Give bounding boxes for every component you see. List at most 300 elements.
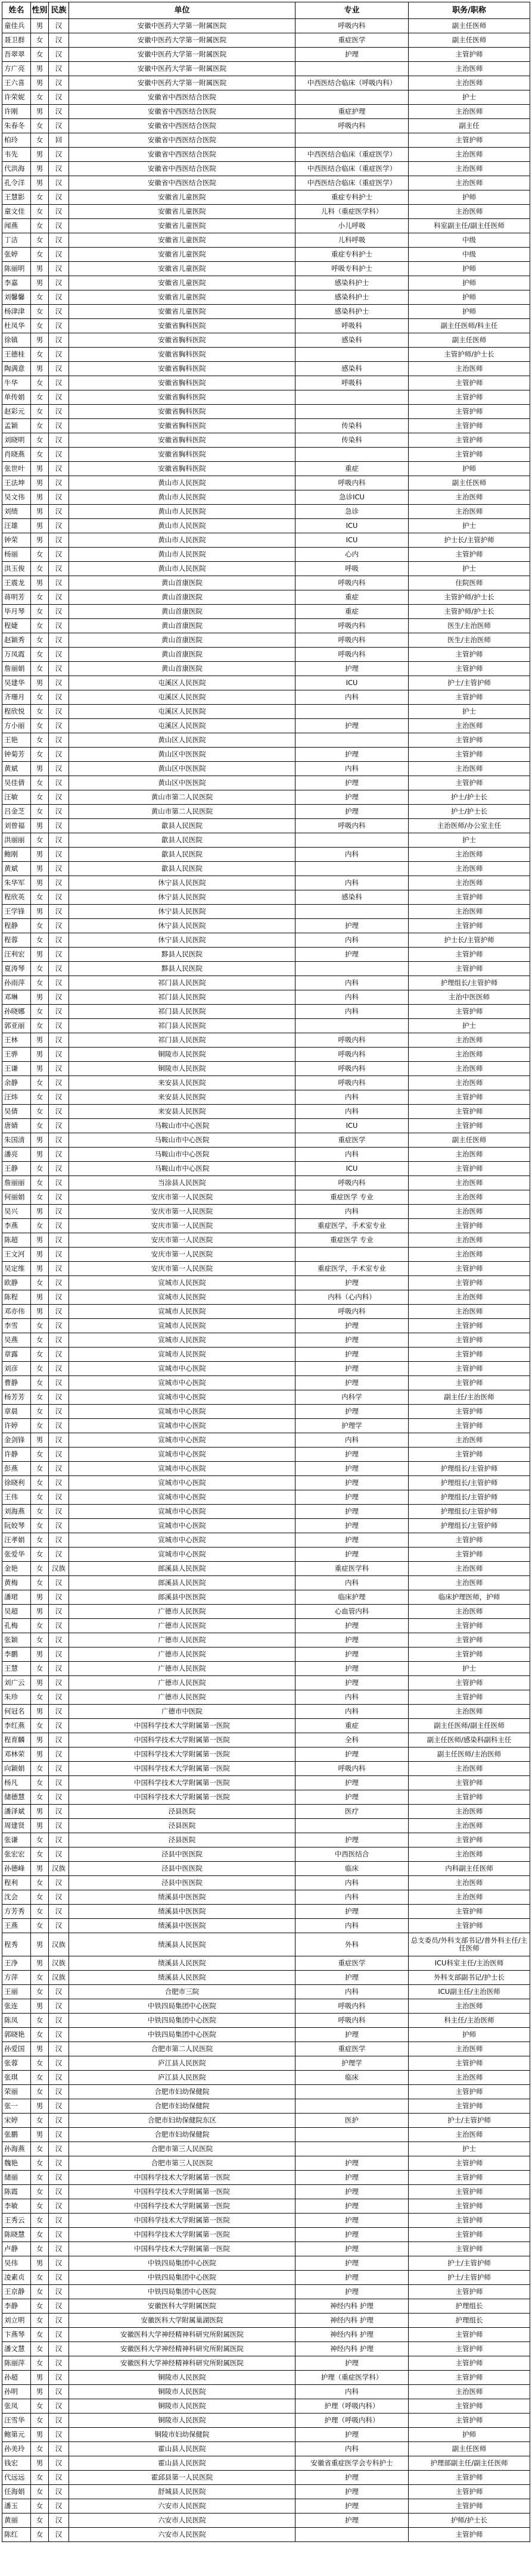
cell-unit: 安徽省儿童医院 xyxy=(69,248,295,262)
table-row xyxy=(2,1148,530,1162)
cell-ethnicity: 汉族 xyxy=(49,1862,69,1876)
table-row xyxy=(2,190,530,205)
table-row xyxy=(2,2528,530,2542)
cell-name: 吴文伟 xyxy=(2,490,31,505)
cell-title: 主管护师 xyxy=(409,1376,530,1390)
cell-unit: 祁门县人民医院 xyxy=(69,976,295,990)
cell-unit: 霍山县人民医院 xyxy=(69,2456,295,2471)
table-row xyxy=(2,262,530,276)
cell-name: 储德慧 xyxy=(2,1790,31,1805)
cell-unit: 宣城市中心医院 xyxy=(69,1490,295,1505)
cell-name: 荣丽 xyxy=(2,2085,31,2099)
cell-specialty: 重症 xyxy=(295,605,409,619)
table-row xyxy=(2,2228,530,2242)
cell-name: 汪利宏 xyxy=(2,948,31,962)
cell-ethnicity: 汉 xyxy=(49,633,69,648)
cell-specialty xyxy=(295,348,409,362)
cell-title: 副主任医师 xyxy=(409,1133,530,1148)
cell-unit: 安徽省中西医结合医院 xyxy=(69,176,295,190)
cell-gender: 男 xyxy=(31,505,49,519)
cell-name: 王伟 xyxy=(2,1490,31,1505)
cell-ethnicity: 汉 xyxy=(49,2014,69,2028)
table-row xyxy=(2,2042,530,2056)
cell-specialty xyxy=(295,733,409,748)
cell-name: 夏涛琴 xyxy=(2,962,31,976)
cell-specialty: 护理 xyxy=(295,1376,409,1390)
cell-title: 主管护师 xyxy=(409,733,530,748)
table-row xyxy=(2,376,530,390)
table-row xyxy=(2,705,530,719)
cell-specialty: 护理 xyxy=(295,1405,409,1419)
cell-title: 主管护师 xyxy=(409,890,530,905)
table-row xyxy=(2,2185,530,2199)
cell-name: 沈会 xyxy=(2,1890,31,1905)
cell-gender: 女 xyxy=(31,1971,49,1985)
cell-gender: 女 xyxy=(31,1833,49,1847)
cell-name: 王净 xyxy=(2,1956,31,1971)
table-row xyxy=(2,1133,530,1148)
cell-title: 护士 xyxy=(409,519,530,533)
cell-name: 韦先 xyxy=(2,148,31,162)
cell-ethnicity: 汉 xyxy=(49,1790,69,1805)
cell-title: 副主任医师 xyxy=(409,2442,530,2456)
cell-title: 主管护师/护士长 xyxy=(409,590,530,605)
table-row xyxy=(2,2014,530,2028)
cell-gender: 女 xyxy=(31,976,49,990)
table-row xyxy=(2,2114,530,2128)
cell-ethnicity: 汉 xyxy=(49,2485,69,2499)
cell-unit: 黄山首康医院 xyxy=(69,648,295,662)
cell-title: 临床护理医师，护师 xyxy=(409,1590,530,1605)
cell-specialty: 护理 xyxy=(295,1833,409,1847)
cell-unit: 中国科学技术大学附属第一医院 xyxy=(69,1790,295,1805)
cell-title: 护师 xyxy=(409,190,530,205)
cell-title: 护士 xyxy=(409,1662,530,1676)
cell-title: 副主任医师/感染科副科主任 xyxy=(409,1733,530,1747)
cell-name: 王燕 xyxy=(2,1919,31,1933)
cell-unit: 歙县人民医院 xyxy=(69,833,295,848)
cell-gender: 女 xyxy=(31,662,49,676)
cell-specialty: 内科学 xyxy=(295,1390,409,1405)
cell-specialty: 重症 xyxy=(295,1719,409,1733)
cell-title: 主管护师 xyxy=(409,1105,530,1119)
cell-title: 主管护师 xyxy=(409,748,530,762)
table-row xyxy=(2,1647,530,1662)
cell-ethnicity: 汉 xyxy=(49,1262,69,1276)
cell-unit: 当涂县人民医院 xyxy=(69,1176,295,1190)
cell-gender: 女 xyxy=(31,1090,49,1105)
cell-name: 陶满意 xyxy=(2,362,31,376)
cell-title: 主治医师 xyxy=(409,2385,530,2399)
cell-unit: 安徽省儿童医院 xyxy=(69,276,295,290)
cell-name: 朱国清 xyxy=(2,1133,31,1148)
cell-unit: 安徽省胸科医院 xyxy=(69,376,295,390)
table-row xyxy=(2,533,530,548)
cell-name: 代远远 xyxy=(2,2471,31,2485)
cell-gender: 女 xyxy=(31,733,49,748)
cell-title: 主治医师 xyxy=(409,905,530,919)
cell-specialty: 内科 xyxy=(295,2385,409,2399)
cell-unit: 广德市人民医院 xyxy=(69,1605,295,1619)
cell-ethnicity: 汉 xyxy=(49,433,69,448)
cell-specialty: 呼吸内科 xyxy=(295,476,409,490)
cell-gender: 女 xyxy=(31,1405,49,1419)
cell-title: 主治中医医师 xyxy=(409,990,530,1005)
cell-specialty: 中西医结合临床（重症医学） xyxy=(295,148,409,162)
cell-gender: 女 xyxy=(31,133,49,148)
cell-ethnicity: 汉 xyxy=(49,1419,69,1433)
cell-unit: 歙县人民医院 xyxy=(69,862,295,876)
cell-gender: 男 xyxy=(31,1033,49,1048)
cell-gender: 女 xyxy=(31,605,49,619)
cell-specialty: 呼吸内科 xyxy=(295,1999,409,2014)
cell-name: 魏艳 xyxy=(2,2156,31,2171)
cell-name: 卞燕琴 xyxy=(2,2328,31,2342)
cell-name: 郭亚丽 xyxy=(2,1019,31,1033)
cell-title: 主管护师 xyxy=(409,962,530,976)
cell-specialty: 内科 xyxy=(295,1876,409,1890)
table-row xyxy=(2,2442,530,2456)
cell-title: 主管护师 xyxy=(409,2056,530,2071)
cell-unit: 宣城市中心医院 xyxy=(69,1376,295,1390)
table-row xyxy=(2,1605,530,1619)
cell-gender: 女 xyxy=(31,2271,49,2285)
cell-title: 主管护师 xyxy=(409,2228,530,2242)
cell-gender: 女 xyxy=(31,248,49,262)
cell-gender: 女 xyxy=(31,2314,49,2328)
cell-gender: 女 xyxy=(31,1362,49,1376)
cell-name: 陈凤 xyxy=(2,2014,31,2028)
cell-ethnicity: 汉 xyxy=(49,762,69,776)
cell-title: 科室副主任/副主任医师 xyxy=(409,219,530,233)
cell-specialty: 护理 xyxy=(295,2428,409,2442)
cell-gender: 女 xyxy=(31,719,49,733)
cell-unit: 合肥市妇幼保健院 xyxy=(69,2128,295,2142)
cell-title: 护士 xyxy=(409,705,530,719)
cell-ethnicity: 汉 xyxy=(49,2499,69,2514)
cell-specialty: 护理学 xyxy=(295,2056,409,2071)
cell-name: 刘曾福 xyxy=(2,819,31,833)
cell-title: 护师 xyxy=(409,2428,530,2442)
cell-name: 金艳 xyxy=(2,1562,31,1576)
cell-name: 詹丽娟 xyxy=(2,662,31,676)
cell-specialty: 护理 xyxy=(295,1790,409,1805)
cell-name: 方广亮 xyxy=(2,62,31,76)
table-row xyxy=(2,2199,530,2214)
table-row xyxy=(2,1747,530,1762)
table-row xyxy=(2,2514,530,2528)
cell-gender: 男 xyxy=(31,1133,49,1148)
table-row xyxy=(2,2499,530,2514)
cell-ethnicity: 汉 xyxy=(49,76,69,90)
cell-ethnicity: 汉 xyxy=(49,2242,69,2256)
cell-specialty: 传染科 xyxy=(295,419,409,433)
cell-gender: 女 xyxy=(31,219,49,233)
cell-gender: 女 xyxy=(31,1985,49,1999)
cell-gender: 女 xyxy=(31,1662,49,1676)
cell-unit: 中国科学技术大学附属第一医院 xyxy=(69,2242,295,2256)
cell-ethnicity: 汉 xyxy=(49,519,69,533)
table-row xyxy=(2,690,530,705)
cell-gender: 女 xyxy=(31,2442,49,2456)
table-row xyxy=(2,1590,530,1605)
table-row xyxy=(2,1690,530,1705)
cell-gender: 男 xyxy=(31,1733,49,1747)
cell-title: 护师/护士长 xyxy=(409,2514,530,2528)
cell-title: 主治医师 xyxy=(409,1233,530,1248)
cell-title: 主管护师 xyxy=(409,1919,530,1933)
cell-gender: 男 xyxy=(31,2256,49,2271)
cell-unit: 安徽中医药大学第一附属医院 xyxy=(69,62,295,76)
cell-title: 主管护师 xyxy=(409,2099,530,2114)
cell-gender: 男 xyxy=(31,862,49,876)
cell-ethnicity: 汉 xyxy=(49,2285,69,2299)
cell-specialty xyxy=(295,2528,409,2542)
cell-name: 张世叶 xyxy=(2,462,31,476)
cell-gender: 男 xyxy=(31,105,49,119)
cell-specialty: 护理 xyxy=(295,1971,409,1985)
cell-ethnicity: 汉 xyxy=(49,2528,69,2542)
cell-name: 朱珍 xyxy=(2,1690,31,1705)
cell-ethnicity: 汉 xyxy=(49,1090,69,1105)
cell-gender: 男 xyxy=(31,1248,49,1262)
cell-specialty: 护理 xyxy=(295,48,409,62)
cell-unit: 黄山首康医院 xyxy=(69,605,295,619)
cell-name: 李鹏 xyxy=(2,1647,31,1662)
cell-gender: 女 xyxy=(31,919,49,933)
cell-ethnicity: 汉 xyxy=(49,1062,69,1076)
cell-ethnicity: 汉 xyxy=(49,1985,69,1999)
cell-specialty: 护理 xyxy=(295,2256,409,2271)
cell-title: 主管护师 xyxy=(409,2214,530,2228)
cell-title: 主治医师 xyxy=(409,1847,530,1862)
cell-unit: 安徽中医药大学第一附属医院 xyxy=(69,19,295,33)
cell-ethnicity: 汉 xyxy=(49,1476,69,1490)
cell-gender: 男 xyxy=(31,19,49,33)
cell-name: 钱宏 xyxy=(2,2456,31,2471)
cell-ethnicity: 汉 xyxy=(49,1576,69,1590)
cell-specialty: 内科 xyxy=(295,933,409,948)
table-row xyxy=(2,1519,530,1533)
cell-unit: 舒城县人民医院 xyxy=(69,2485,295,2499)
cell-name: 童佳兵 xyxy=(2,19,31,33)
cell-specialty: 内科 xyxy=(295,1433,409,1448)
table-row xyxy=(2,448,530,462)
table-row xyxy=(2,505,530,519)
table-row xyxy=(2,1276,530,1290)
cell-name: 王六喜 xyxy=(2,76,31,90)
cell-name: 凌素贞 xyxy=(2,2271,31,2285)
cell-gender: 男 xyxy=(31,2428,49,2442)
cell-unit: 六安市人民医院 xyxy=(69,2514,295,2528)
cell-unit: 宣城市中心医院 xyxy=(69,1433,295,1448)
cell-title: 主治医师 xyxy=(409,2042,530,2056)
cell-specialty: 重症医学 专业 xyxy=(295,1233,409,1248)
table-row xyxy=(2,48,530,62)
cell-ethnicity: 汉 xyxy=(49,1048,69,1062)
cell-unit: 安徽省儿童医院 xyxy=(69,262,295,276)
cell-specialty: 急诊 xyxy=(295,505,409,519)
table-row xyxy=(2,519,530,533)
cell-ethnicity: 汉 xyxy=(49,533,69,548)
cell-name: 钟荣 xyxy=(2,533,31,548)
cell-specialty: 护理 xyxy=(295,1776,409,1790)
table-row xyxy=(2,119,530,133)
cell-unit: 铜陵市人民医院 xyxy=(69,2399,295,2414)
cell-title: ICU科室主任/主治医师 xyxy=(409,1956,530,1971)
cell-title: 护士/主管护师 xyxy=(409,676,530,690)
cell-gender: 女 xyxy=(31,419,49,433)
cell-title: 主治医师 xyxy=(409,848,530,862)
cell-title: 护师 xyxy=(409,276,530,290)
cell-specialty: 内科（心内科） xyxy=(295,1290,409,1305)
cell-title: 主管护师 xyxy=(409,1262,530,1276)
cell-specialty: 内科 xyxy=(295,1576,409,1590)
cell-ethnicity: 汉 xyxy=(49,119,69,133)
table-row xyxy=(2,1233,530,1248)
cell-title: 主治医师 xyxy=(409,1205,530,1219)
cell-specialty: 护理 xyxy=(295,1519,409,1533)
cell-name: 程利 xyxy=(2,1876,31,1890)
table-row xyxy=(2,2028,530,2042)
cell-ethnicity: 汉 xyxy=(49,2514,69,2528)
cell-title: 主治医师 xyxy=(409,1999,530,2014)
cell-unit: 安徽中医药大学第一附属医院 xyxy=(69,33,295,48)
cell-specialty: 全科 xyxy=(295,1733,409,1747)
cell-unit: 广德市人民医院 xyxy=(69,1647,295,1662)
table-row xyxy=(2,1076,530,1090)
table-row xyxy=(2,1190,530,1205)
cell-name: 李嘉 xyxy=(2,276,31,290)
cell-name: 张颖 xyxy=(2,1633,31,1647)
cell-name: 方芳秀 xyxy=(2,1905,31,1919)
cell-ethnicity: 汉 xyxy=(49,1690,69,1705)
cell-unit: 安徽医科大学神经精神科研究所附属医院 xyxy=(69,2328,295,2342)
cell-specialty xyxy=(295,448,409,462)
cell-ethnicity: 汉 xyxy=(49,1333,69,1348)
cell-unit: 黄山市人民医院 xyxy=(69,476,295,490)
cell-title: 主管护师 xyxy=(409,1333,530,1348)
cell-specialty: 呼吸科 xyxy=(295,376,409,390)
cell-gender: 男 xyxy=(31,1433,49,1448)
cell-ethnicity: 汉 xyxy=(49,1999,69,2014)
cell-name: 汪敏 xyxy=(2,790,31,805)
cell-ethnicity: 汉 xyxy=(49,1362,69,1376)
cell-ethnicity: 汉 xyxy=(49,90,69,105)
cell-title: 护士 xyxy=(409,1019,530,1033)
cell-name: 何冠名 xyxy=(2,1705,31,1719)
cell-ethnicity: 汉 xyxy=(49,848,69,862)
cell-unit: 合肥市三院 xyxy=(69,1985,295,1999)
cell-unit: 安徽省儿童医院 xyxy=(69,205,295,219)
table-row xyxy=(2,1090,530,1105)
cell-unit: 歙县人民医院 xyxy=(69,848,295,862)
cell-title: 护师 xyxy=(409,2028,530,2042)
cell-gender: 男 xyxy=(31,1956,49,1971)
cell-specialty: 护理 xyxy=(295,1476,409,1490)
cell-title: 主管护师 xyxy=(409,662,530,676)
cell-title: 护理组长/主管护师 xyxy=(409,1505,530,1519)
cell-title: 主治医师/办公室主任 xyxy=(409,819,530,833)
cell-name: 万凤霞 xyxy=(2,648,31,662)
cell-name: 黄斌 xyxy=(2,862,31,876)
cell-title: 主管护师 xyxy=(409,2399,530,2414)
table-row xyxy=(2,1162,530,1176)
cell-gender: 女 xyxy=(31,2185,49,2199)
cell-gender: 女 xyxy=(31,2214,49,2228)
cell-ethnicity: 汉 xyxy=(49,619,69,633)
cell-gender: 女 xyxy=(31,2528,49,2542)
cell-unit: 中铁四局集团中心医院 xyxy=(69,2271,295,2285)
cell-unit: 绩溪县中医医院 xyxy=(69,1890,295,1905)
cell-gender: 男 xyxy=(31,1933,49,1956)
cell-title: 主管护师 xyxy=(409,48,530,62)
cell-unit: 安徽中医药大学第一附属医院 xyxy=(69,76,295,90)
cell-name: 王京静 xyxy=(2,2285,31,2299)
cell-name: 詹丽丽 xyxy=(2,1176,31,1190)
cell-gender: 女 xyxy=(31,305,49,319)
cell-unit: 铜陵市人民医院 xyxy=(69,1048,295,1062)
cell-gender: 男 xyxy=(31,1148,49,1162)
cell-unit: 绩溪县人民医院 xyxy=(69,1956,295,1971)
table-row xyxy=(2,2271,530,2285)
cell-specialty: 重症医学 xyxy=(295,2042,409,2056)
cell-gender: 女 xyxy=(31,1890,49,1905)
cell-title: 主治医师 xyxy=(409,1819,530,1833)
table-row xyxy=(2,1819,530,1833)
table-row xyxy=(2,2156,530,2171)
table-row xyxy=(2,1419,530,1433)
table-row xyxy=(2,276,530,290)
table-row xyxy=(2,1662,530,1676)
table-row xyxy=(2,233,530,248)
cell-specialty: 护理 xyxy=(295,1276,409,1290)
cell-unit: 屯溪区人民医院 xyxy=(69,690,295,705)
table-row xyxy=(2,1262,530,1276)
cell-name: 牛华 xyxy=(2,376,31,390)
cell-name: 曹静 xyxy=(2,1376,31,1390)
cell-gender: 女 xyxy=(31,1105,49,1119)
cell-title: 主管护师 xyxy=(409,948,530,962)
cell-name: 程秀 xyxy=(2,1933,31,1956)
cell-ethnicity: 汉 xyxy=(49,548,69,562)
cell-name: 张凤 xyxy=(2,2399,31,2414)
cell-unit: 黟县人民医院 xyxy=(69,948,295,962)
cell-title: 主管护师 xyxy=(409,1005,530,1019)
cell-title: 中级 xyxy=(409,233,530,248)
cell-title: 主治医师 xyxy=(409,762,530,776)
cell-name: 许婷 xyxy=(2,1419,31,1433)
cell-gender: 女 xyxy=(31,2356,49,2371)
cell-gender: 男 xyxy=(31,1705,49,1719)
cell-unit: 黄山市人民医院 xyxy=(69,533,295,548)
cell-name: 张琪 xyxy=(2,2071,31,2085)
cell-unit: 黄山市人民医院 xyxy=(69,562,295,576)
cell-gender: 女 xyxy=(31,1562,49,1576)
cell-name: 王德桂 xyxy=(2,348,31,362)
cell-title: 主管护师 xyxy=(409,1448,530,1462)
cell-ethnicity: 汉 xyxy=(49,905,69,919)
cell-specialty: 内科 xyxy=(295,1205,409,1219)
cell-ethnicity: 汉族 xyxy=(49,1971,69,1985)
cell-ethnicity: 汉 xyxy=(49,1105,69,1119)
cell-gender: 女 xyxy=(31,2156,49,2171)
cell-unit: 屯溪区人民医院 xyxy=(69,705,295,719)
cell-unit: 来安县人民医院 xyxy=(69,1090,295,1105)
cell-name: 储丽 xyxy=(2,2171,31,2185)
cell-name: 张爱华 xyxy=(2,1548,31,1562)
cell-gender: 女 xyxy=(31,33,49,48)
